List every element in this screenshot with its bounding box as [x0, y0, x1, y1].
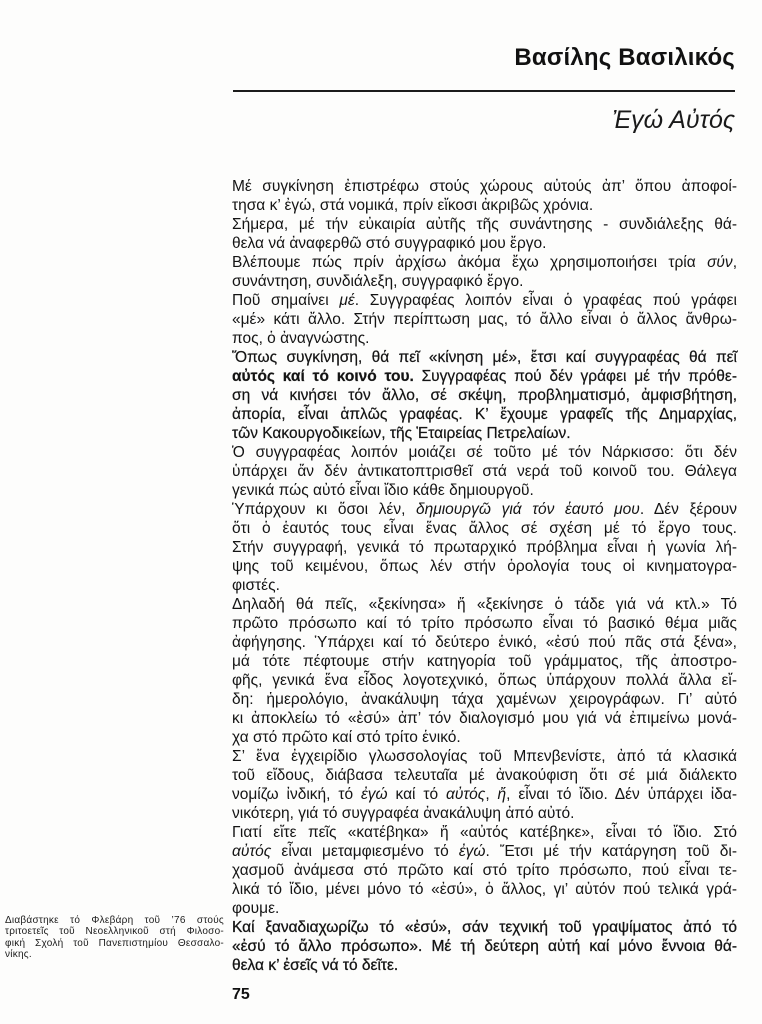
text-run: τοῦ εἴδους, διάβασα τελευταῖα μέ ἀνακούφιση ὅτι σέ μιά διάλεκτο [232, 767, 737, 784]
text-line [232, 690, 737, 709]
text-line [232, 576, 737, 595]
text-run: νικότερη, γιά τό συγγραφέα ἀνακάλυψη ἀπό αὐτό. [232, 805, 575, 822]
text-line [232, 310, 737, 329]
footnote-line: τριτοετεῖς τοῦ Νεοελληνικοῦ στή Φιλοσο- [5, 926, 224, 938]
italic-text: αὐτός [232, 843, 272, 860]
text-line [232, 728, 737, 747]
text-run: Ὑπάρχουν κι ὅσοι λέν, [232, 501, 416, 518]
text-line [232, 253, 737, 272]
text-line [232, 937, 737, 956]
paragraph [232, 291, 737, 348]
text-run: κι ἀποκλείω τό «ἐσύ» ἀπ’ τόν διαλογισμό μου γιά νά ἐπιμείνω μονά- [232, 710, 737, 727]
footnote-line: φική Σχολή τοῦ Πανεπιστημίου Θεσσαλο- [5, 937, 224, 949]
text-line [232, 443, 737, 462]
text-line [232, 766, 737, 785]
text-run: Συγγραφέας πού δέν γράφει μέ τήν πρόθε- [413, 368, 737, 385]
text-line [232, 785, 737, 804]
text-run: Ὅπως συγκίνηση, θά πεῖ «κίνηση μέ», ἔτσι καί συγγραφέας θά πεῖ [232, 349, 737, 366]
text-run: τησα κ’ ἐγώ, στά νομικά, πρίν εἴκοσι ἀκριβῶς χρόνια. [232, 197, 594, 214]
text-line [232, 747, 737, 766]
footnote [5, 915, 224, 961]
text-run: , [485, 786, 498, 803]
paragraph [232, 823, 737, 918]
text-line [232, 500, 737, 519]
text-run: Σ’ ἕνα ἐγχειρίδιο γλωσσολογίας τοῦ Μπενβενίστε, ἀπό τά κλασικά [232, 748, 737, 765]
italic-text: δημιουργῶ γιά τόν ἑαυτό μου [415, 501, 640, 518]
text-line [232, 481, 737, 500]
text-run: θελα νά ἀναφερθῶ στό συγγραφικό μου ἔργο. [232, 235, 547, 252]
text-line [232, 709, 737, 728]
header-rule [233, 90, 735, 92]
paragraph [232, 595, 737, 747]
text-line [232, 462, 737, 481]
essay-title: Ἐγώ Αὐτός [612, 106, 735, 134]
text-run: φιστές. [232, 577, 280, 594]
text-run: ὑπάρχει ἄν δέν ἀντικατοπτρισθεῖ στά νερά τοῦ κοινοῦ του. Θάλεγα [232, 463, 737, 480]
paragraph [232, 918, 737, 975]
italic-text: ἤ [497, 786, 507, 803]
italic-text: σύν [707, 254, 733, 271]
text-run: λικά τό ἴδιο, μένει μόνο τό «ἐσύ», ὁ ἄλλος, γι’ αὐτόν πού τελικά γρά- [232, 881, 737, 898]
text-line [232, 348, 737, 367]
text-line [232, 633, 737, 652]
text-run: Σήμερα, μέ τήν εὐκαιρία αὐτῆς τῆς συνάντησης - συνδιάλεξης θά- [232, 216, 737, 233]
italic-text: αὐτός [445, 786, 486, 803]
text-line [232, 519, 737, 538]
text-run: ὅτι ὁ ἑαυτός τους εἶναι ἕνας ἄλλος σέ σχέση μέ τό ἔργο τους. [232, 520, 737, 537]
text-run: μά τότε πέφτουμε στήν κατηγορία τοῦ γράμματος, τῆς ἀποστρο- [232, 653, 737, 670]
page-number: 75 [232, 986, 250, 1003]
paragraph [232, 177, 737, 215]
text-line [232, 405, 737, 424]
body-text [232, 177, 737, 975]
text-line [232, 272, 737, 291]
text-run: Μέ συγκίνηση ἐπιστρέφω στούς χώρους αὐτούς ἀπ’ ὅπου ἀποφοί- [232, 178, 737, 195]
text-line [232, 861, 737, 880]
text-line [232, 177, 737, 196]
text-run: Ποῦ σημαίνει [232, 292, 340, 309]
text-run: ση νά κινήσει τόν ἄλλο, σέ σκέψη, προβληματισμό, ἀμφισβήτηση, [232, 387, 737, 404]
text-run: «ἐσύ τό ἄλλο πρόσωπο». Μέ τή δεύτερη αὐτή καί μόνο ἔννοια θά- [232, 938, 737, 955]
text-line [232, 899, 737, 918]
text-line [232, 329, 737, 348]
paragraph [232, 215, 737, 253]
text-run: τῶν Κακουργοδικείων, τῆς Ἑταιρείας Πετρελαίων. [232, 425, 571, 442]
text-run: χασμοῦ ἀνάμεσα στό πρῶτο καί στό τρίτο πρόσωπο, πού εἶναι τε- [232, 862, 737, 879]
text-run: . Συγγραφέας λοιπόν εἶναι ὁ γραφέας πού γράφει [354, 292, 738, 309]
text-run: συνάντηση, συνδιάλεξη, συγγραφικό ἔργο. [232, 273, 524, 290]
text-run: χα στό πρῶτο καί στό τρίτο ἑνικό. [232, 729, 461, 746]
text-line [232, 424, 737, 443]
text-run: φουμε. [232, 900, 280, 917]
text-line [232, 614, 737, 633]
text-run: . Ἔτσι μέ τήν κατάργηση τοῦ δι- [485, 843, 737, 860]
text-run: , [732, 254, 737, 271]
italic-text: μέ [339, 292, 355, 309]
text-line [232, 595, 737, 614]
text-run: γενικά πώς αὐτό εἶναι ἴδιο κάθε δημιουργοῦ. [232, 482, 534, 499]
text-run: καί τό [387, 786, 446, 803]
text-line [232, 842, 737, 861]
text-line [232, 918, 737, 937]
text-run: Ὁ συγγραφέας λοιπόν μοιάζει σέ τοῦτο μέ τόν Νάρκισσο: ὅτι δέν [232, 444, 737, 461]
paragraph [232, 348, 737, 443]
text-run: ἀπορία, εἶναι ἁπλῶς γραφέας. Κ’ ἔχουμε γραφεῖς τῆς Δημαρχίας, [232, 406, 737, 423]
text-line [232, 823, 737, 842]
text-line [232, 880, 737, 899]
text-run: Καί ξαναδιαχωρίζω τό «ἐσύ», σάν τεχνική τοῦ γραψίματος ἀπό τό [232, 919, 737, 936]
text-line [232, 215, 737, 234]
text-line [232, 956, 737, 975]
text-line [232, 557, 737, 576]
text-line [232, 538, 737, 557]
text-run: ἀφήγησης. Ὑπάρχει καί τό δεύτερο ἑνικό, «ἐσύ πού πᾶς στά ξένα», [232, 634, 737, 651]
text-run: «μέ» κάτι ἄλλο. Στήν περίπτωση μας, τό ἄλλο εἶναι ὁ ἄλλος ἄνθρω- [232, 311, 737, 328]
text-line [232, 234, 737, 253]
text-run: πρῶτο πρόσωπο καί τό τρίτο πρόσωπο εἶναι τό βασικό θέμα μιᾶς [232, 615, 737, 632]
text-run: . Δέν ξέρουν [639, 501, 737, 518]
text-run: φῆς, γενικά ἕνα εἶδος λογοτεχνικό, ὅπως ὑπάρχουν πολλά ἄλλα εἴ- [232, 672, 737, 689]
paragraph [232, 747, 737, 823]
text-line [232, 671, 737, 690]
text-run: ψης τοῦ κειμένου, ὅπως λέν στήν ὁρολογία τους οἱ κινηματογρα- [232, 558, 737, 575]
text-run: Γιατί εἴτε πεῖς «κατέβηκα» ἤ «αὐτός κατέβηκε», εἶναι τό ἴδιο. Στό [232, 824, 737, 841]
text-line [232, 291, 737, 310]
text-run: Βλέπουμε πώς πρίν ἀρχίσω ἀκόμα ἔχω χρησιμοποιήσει τρία [232, 254, 708, 271]
text-line [232, 196, 737, 215]
text-run: Στήν συγγραφή, γενικά τό πρωταρχικό πρόβλημα εἶναι ἡ γωνία λή- [232, 539, 737, 556]
footnote-line: νίκης. [5, 949, 32, 961]
author-name: Βασίλης Βασιλικός [514, 44, 735, 71]
text-line [232, 804, 737, 823]
text-line [232, 367, 737, 386]
paragraph [232, 443, 737, 500]
text-run: πος, ὁ ἀναγνώστης. [232, 330, 370, 347]
text-run: νομίζω ἰνδική, τό [232, 786, 361, 803]
bold-text: αὐτός καί τό κοινό του. [232, 368, 414, 385]
text-run: , εἶναι τό ἴδιο. Δέν ὑπάρχει ἰδα- [506, 786, 737, 803]
text-run: Δηλαδή θά πεῖς, «ξεκίνησα» ἤ «ξεκίνησε ὁ τάδε γιά νά κτλ.» Τό [232, 596, 737, 613]
italic-text: ἐγώ [458, 843, 486, 860]
footnote-line: Διαβάστηκε τό Φλεβάρη τοῦ ’76 στούς [5, 915, 224, 926]
text-run: δη: ἡμερολόγιο, ἀνακάλυψη τάχα χαμένων χειρογράφων. Γι’ αὐτό [232, 691, 737, 708]
text-line [232, 386, 737, 405]
italic-text: ἐγώ [360, 786, 388, 803]
paragraph [232, 500, 737, 595]
text-line [232, 652, 737, 671]
paragraph [232, 253, 737, 291]
text-run: θελα κ’ ἐσεῖς νά τό δεῖτε. [232, 957, 399, 974]
text-run: εἶναι μεταμφιεσμένο τό [271, 843, 459, 860]
